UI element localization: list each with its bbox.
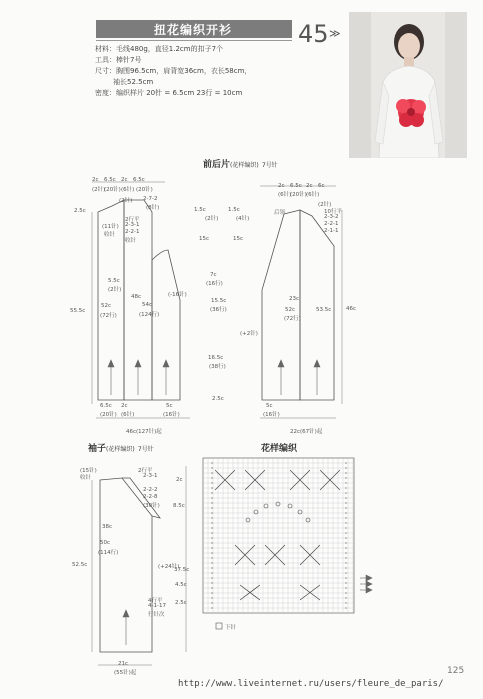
label-b10: (8针) [146, 205, 160, 211]
label-r1: 2c [278, 183, 285, 189]
label-r19: (+2针) [240, 331, 258, 337]
label-r13: 2-1-1 [324, 228, 339, 234]
label-m2: 1.5c [228, 207, 240, 213]
source-url: http://www.liveinternet.ru/users/fleure_de_paris/ [178, 679, 444, 689]
label-r21: (16针) [263, 412, 280, 418]
label-m9: 15.5c [211, 298, 227, 304]
label-s16: 21c [118, 661, 129, 667]
label-s15: 行针次 [148, 612, 165, 618]
label-r17: 53.5c [316, 307, 332, 313]
body-section-note: (花样编织) [230, 162, 259, 169]
label-s2: 收针 [80, 475, 92, 481]
label-r9: 后领 [274, 210, 286, 216]
label-s3: 2行平 [138, 468, 153, 474]
label-b6: (20针) [104, 187, 121, 193]
label-b30: 2c [121, 403, 128, 409]
label-b25: 54c [142, 302, 153, 308]
label-b8: (20针) [136, 187, 153, 193]
label-r20: 5c [266, 403, 273, 409]
label-m13: 2.5c [212, 396, 224, 402]
label-p2: 8.5c [173, 503, 185, 509]
label-m3: (2针) [205, 216, 219, 222]
label-m1: 1.5c [194, 207, 206, 213]
sleeve-section-needle: 7号针 [137, 446, 154, 453]
label-p1: 2c [176, 477, 183, 483]
spec-materials: 材料：毛线480g，直径1.2cm的扣子7个 [95, 45, 224, 53]
sleeve-section-note: (花样编织) [106, 446, 135, 453]
label-b5: (2针) [92, 187, 106, 193]
label-b12: (11针) [102, 224, 119, 230]
label-b23: 52c [101, 303, 112, 309]
label-b33: (16针) [163, 412, 180, 418]
label-m12: (38行) [209, 364, 226, 370]
label-b31: (6针) [121, 412, 135, 418]
label-s17: (55针)起 [114, 670, 137, 676]
label-r4: 6c [318, 183, 325, 189]
label-b27: (-16针) [168, 292, 187, 298]
label-s7: (30针) [143, 503, 160, 509]
label-s10: (114行) [98, 550, 119, 556]
body-section-needle: 7号针 [261, 162, 278, 169]
label-m7: 7c [210, 272, 217, 278]
label-r15: 23c [289, 296, 300, 302]
spec-gauge: 密度：编织样片 20针 = 6.5cm 23行 = 10cm [95, 89, 243, 97]
pattern-number: 45 [298, 20, 329, 48]
label-r18: (72行) [284, 316, 301, 322]
label-b21: (2针) [108, 287, 122, 293]
spec-sleeve-length: 袖长52.5cm [113, 78, 154, 86]
label-b1: 2c [92, 177, 99, 183]
label-b20: 5.5c [108, 278, 120, 284]
label-p5: 2.5c [175, 600, 187, 606]
label-s5: 2-2-2 [143, 487, 158, 493]
label-s11: 52.5c [72, 562, 88, 568]
label-b7: (6针) [121, 187, 135, 193]
label-b15: 2行平 [125, 217, 140, 223]
label-p6: 下针 [225, 625, 237, 631]
label-s8: 38c [102, 524, 113, 530]
label-r14: 46c [346, 306, 357, 312]
body-section-title: 前后片 [203, 160, 231, 170]
label-s12: (+24针) [158, 564, 180, 570]
label-b28: 6.5c [100, 403, 112, 409]
page-number: 125 [447, 666, 465, 676]
label-b24: (72行) [100, 313, 117, 319]
label-b18: 收针 [125, 238, 137, 244]
label-r6: (20针) [290, 192, 307, 198]
label-b17: 2-2-1 [125, 229, 140, 235]
label-m11: 16.5c [208, 355, 224, 361]
label-r10: 10行平 [324, 209, 342, 215]
label-r5: (6针) [278, 192, 292, 198]
label-p3: 37.5c [174, 567, 190, 573]
label-s6: 2-2-8 [143, 494, 158, 500]
label-p4: 4.5c [175, 582, 187, 588]
label-s9: 50c [100, 540, 111, 546]
stitch-pattern-heading: 花样编织 [261, 444, 298, 454]
label-r11: 2-3-2 [324, 214, 339, 220]
label-m10: (36行) [210, 307, 227, 313]
label-b34: 46c(127针)起 [126, 429, 162, 435]
label-s1: (15针) [80, 468, 97, 474]
label-b16: 2-3-1 [125, 222, 140, 228]
label-r2: 6.5c [290, 183, 302, 189]
label-b26: (124行) [139, 312, 160, 318]
label-r3: 2c [306, 183, 313, 189]
label-b4: 6.5c [133, 177, 145, 183]
label-m8: (16行) [206, 281, 223, 287]
label-s14: 4-1-17 [148, 603, 166, 609]
label-b13: 收针 [104, 232, 116, 238]
label-s4: 2-3-1 [143, 473, 158, 479]
label-r22: 22c(67针)起 [290, 429, 323, 435]
sleeve-section-title: 袖子 [88, 444, 107, 454]
label-r16: 52c [285, 307, 296, 313]
label-b3: 2c [121, 177, 128, 183]
label-b29: (20针) [100, 412, 117, 418]
label-m4: (4针) [236, 216, 250, 222]
label-r7: (6针) [306, 192, 320, 198]
label-b22: 48c [131, 294, 142, 300]
label-b14: (2针) [119, 198, 133, 204]
label-m6: 15c [233, 236, 244, 242]
label-b32: 5c [166, 403, 173, 409]
label-b19: 55.5c [70, 308, 86, 314]
label-r8: (2针) [318, 202, 332, 208]
label-s13: 4行平 [148, 598, 163, 604]
label-b2: 6.5c [104, 177, 116, 183]
spec-tools: 工具：棒针7号 [95, 56, 142, 64]
spec-size: 尺寸：胸围96.5cm，肩背宽36cm，衣长58cm， [95, 67, 252, 75]
label-b9: 2-7-2 [143, 196, 158, 202]
label-m5: 15c [199, 236, 210, 242]
pattern-title: 扭花编织开衫 [154, 23, 233, 37]
label-b11: 2.5c [74, 208, 86, 214]
chevron-icon: ≫ [329, 27, 341, 40]
label-r12: 2-2-1 [324, 221, 339, 227]
